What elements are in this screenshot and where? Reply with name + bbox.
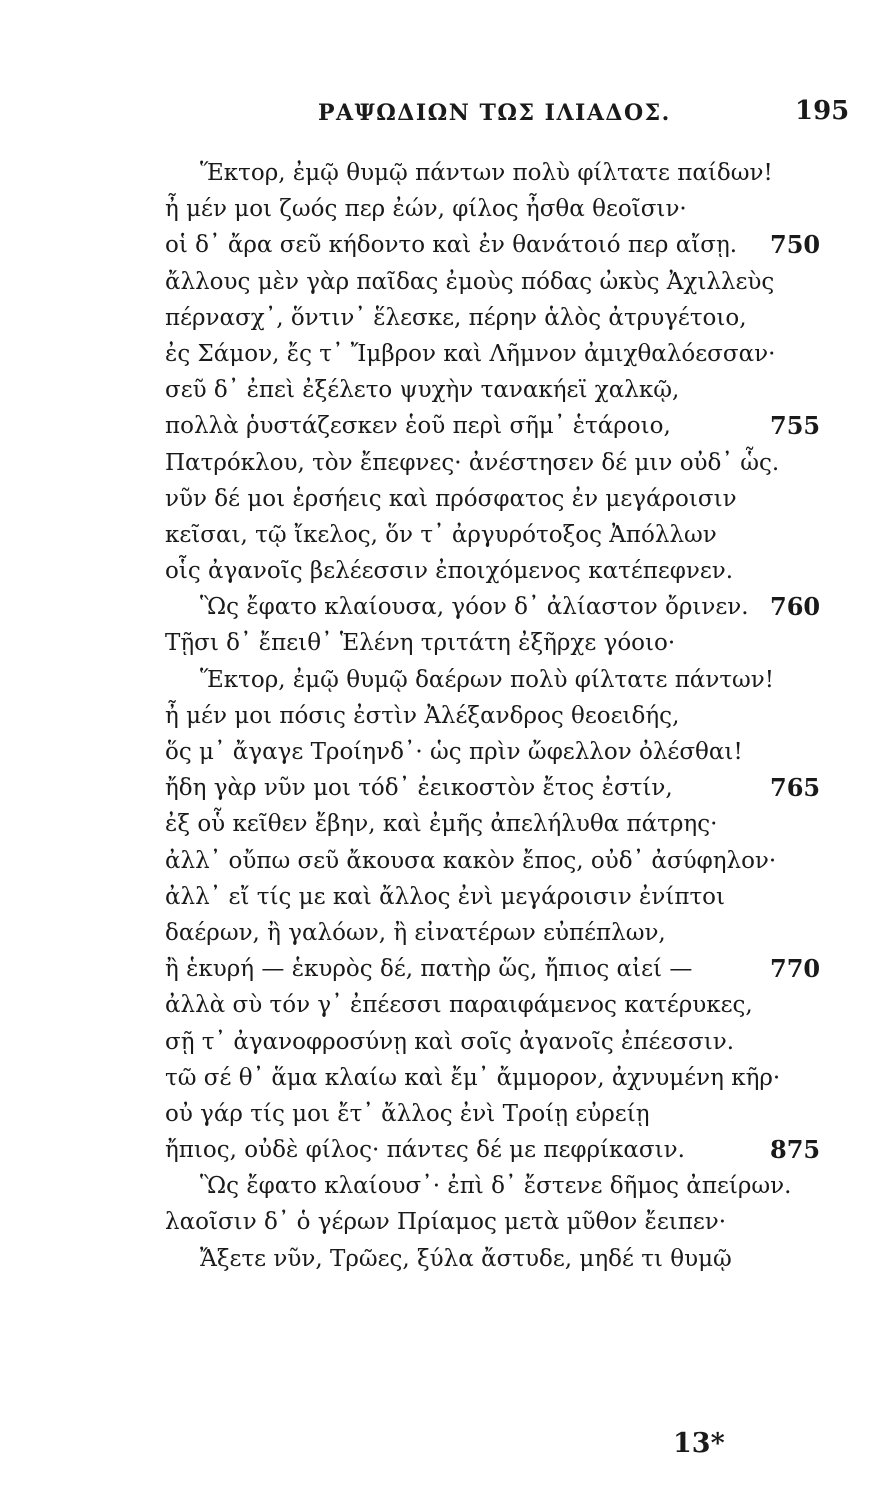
verse-line [0,517,889,553]
verse-text-block [0,155,889,1277]
verse-line [0,227,889,263]
line-number: 760 [770,592,821,622]
verse-line [0,1060,889,1096]
line-number: 765 [770,773,821,803]
verse-line-text: Ἕκτορ, ἐμῷ θυμῷ δαέρων πολὺ φίλτατε πάντων! [200,666,775,693]
verse-line-text: λαοῖσιν δ᾽ ὁ γέρων Πρίαμος μετὰ μῦθον ἔειπεν· [165,1209,727,1236]
verse-line [0,843,889,879]
verse-line-text: Ὣς ἔφατο κλαίουσ᾽· ἐπὶ δ᾽ ἔστενε δῆμος ἀπείρων. [200,1173,792,1200]
verse-line-text: ἐς Σάμον, ἔς τ᾽ Ἴμβρον καὶ Λῆμνον ἀμιχθαλόεσσαν· [165,340,776,367]
signature-mark: 13* [673,1428,725,1459]
verse-line-text: ἢ ἑκυρή — ἑκυρὸς δέ, πατὴρ ὥς, ἤπιος αἰεί — [165,956,693,983]
verse-line-text: πέρνασχ᾽, ὅντιν᾽ ἕλεσκε, πέρην ἁλὸς ἀτρυγέτοιο, [165,304,747,331]
verse-line [0,408,889,444]
verse-line-text: νῦν δέ μοι ἑρσήεις καὶ πρόσφατος ἐν μεγάροισιν [165,485,737,512]
verse-line-text: πολλὰ ῥυστάζεσκεν ἑοῦ περὶ σῆμ᾽ ἑτάροιο, [165,413,671,440]
verse-line-text: ἀλλ᾽ εἴ τίς με καὶ ἄλλος ἐνὶ μεγάροισιν ἐνίπτοι [165,883,726,910]
verse-line [0,915,889,951]
verse-line-text: σεῦ δ᾽ ἐπεὶ ἐξέλετο ψυχὴν τανακήεϊ χαλκῷ, [165,377,680,404]
verse-line [0,879,889,915]
verse-line [0,155,889,191]
line-number: 755 [770,411,821,441]
verse-line [0,625,889,661]
verse-line [0,1024,889,1060]
verse-line [0,372,889,408]
verse-line-text: Ἕκτορ, ἐμῷ θυμῷ πάντων πολὺ φίλτατε παίδων! [200,160,773,186]
verse-line [0,770,889,806]
verse-line-text: ἐξ οὗ κεῖθεν ἔβην, καὶ ἐμῆς ἀπελήλυθα πάτρης· [165,811,718,838]
verse-line-text: Τῇσι δ᾽ ἔπειθ᾽ Ἑλένη τριτάτη ἐξῆρχε γόοιο· [165,630,676,657]
verse-line-text: κεῖσαι, τῷ ἴκελος, ὅν τ᾽ ἀργυρότοξος Ἀπόλλων [165,521,717,548]
verse-line [0,445,889,481]
verse-line [0,1204,889,1240]
verse-line-text: οὐ γάρ τίς μοι ἔτ᾽ ἄλλος ἐνὶ Τροίῃ εὐρείῃ [165,1100,650,1127]
verse-line [0,1132,889,1168]
verse-line [0,987,889,1023]
verse-line-text: οἷς ἀγανοῖς βελέεσσιν ἐποιχόμενος κατέπεφνεν. [165,558,734,585]
verse-line-text: Ἄξετε νῦν, Τρῶες, ξύλα ἄστυδε, μηδέ τι θυμῷ [200,1245,732,1272]
verse-line [0,589,889,625]
verse-line [0,191,889,227]
verse-line [0,1168,889,1204]
verse-line-text: ἦ μέν μοι πόσις ἐστὶν Ἀλέξανδρος θεοειδής, [165,702,680,729]
line-number: 875 [770,1135,821,1165]
verse-line [0,481,889,517]
running-header-title: ΡΑΨΩΔΙΩΝ ΤΩΣ ΙΛΙΑΔΟΣ. [318,100,671,126]
line-number: 770 [770,954,821,984]
verse-line [0,662,889,698]
verse-line [0,336,889,372]
verse-line [0,698,889,734]
page-number: 195 [795,96,850,126]
verse-line [0,1241,889,1277]
verse-line-text: δαέρων, ἢ γαλόων, ἢ εἰνατέρων εὐπέπλων, [165,919,666,946]
verse-line-text: ἤπιος, οὐδὲ φίλος· πάντες δέ με πεφρίκασιν. [165,1137,685,1164]
verse-line-text: Ὣς ἔφατο κλαίουσα, γόον δ᾽ ἀλίαστον ὄρινεν. [200,594,749,621]
verse-line [0,951,889,987]
verse-line-text: ἦ μέν μοι ζωός περ ἐών, φίλος ἦσθα θεοῖσιν· [165,196,687,223]
verse-line-text: ὅς μ᾽ ἄγαγε Τροίηνδ᾽· ὡς πρὶν ὤφελλον ὀλέσθαι! [165,739,743,765]
verse-line-text: τῶ σέ θ᾽ ἅμα κλαίω καὶ ἔμ᾽ ἄμμορον, ἀχνυμένη κῆρ· [165,1064,781,1091]
verse-line-text: ἀλλ᾽ οὔπω σεῦ ἄκουσα κακὸν ἔπος, οὐδ᾽ ἀσύφηλον· [165,847,777,874]
verse-line-text: ἄλλους μὲν γὰρ παῖδας ἐμοὺς πόδας ὠκὺς Ἀχιλλεὺς [165,268,775,295]
verse-line [0,264,889,300]
line-number: 750 [770,230,821,260]
verse-line [0,734,889,770]
verse-line-text: ἤδη γὰρ νῦν μοι τόδ᾽ ἐεικοστὸν ἔτος ἐστίν, [165,775,673,802]
verse-line-text: σῇ τ᾽ ἀγανοφροσύνῃ καὶ σοῖς ἀγανοῖς ἐπέεσσιν. [165,1028,735,1055]
verse-line-text: Πατρόκλου, τὸν ἔπεφνες· ἀνέστησεν δέ μιν οὐδ᾽ ὧς. [165,449,780,476]
verse-line [0,300,889,336]
verse-line [0,553,889,589]
verse-line [0,1096,889,1132]
verse-line-text: οἱ δ᾽ ἄρα σεῦ κήδοντο καὶ ἐν θανάτοιό περ αἴσῃ. [165,232,738,259]
verse-line [0,806,889,842]
verse-line-text: ἀλλὰ σὺ τόν γ᾽ ἐπέεσσι παραιφάμενος κατέρυκες, [165,992,753,1019]
